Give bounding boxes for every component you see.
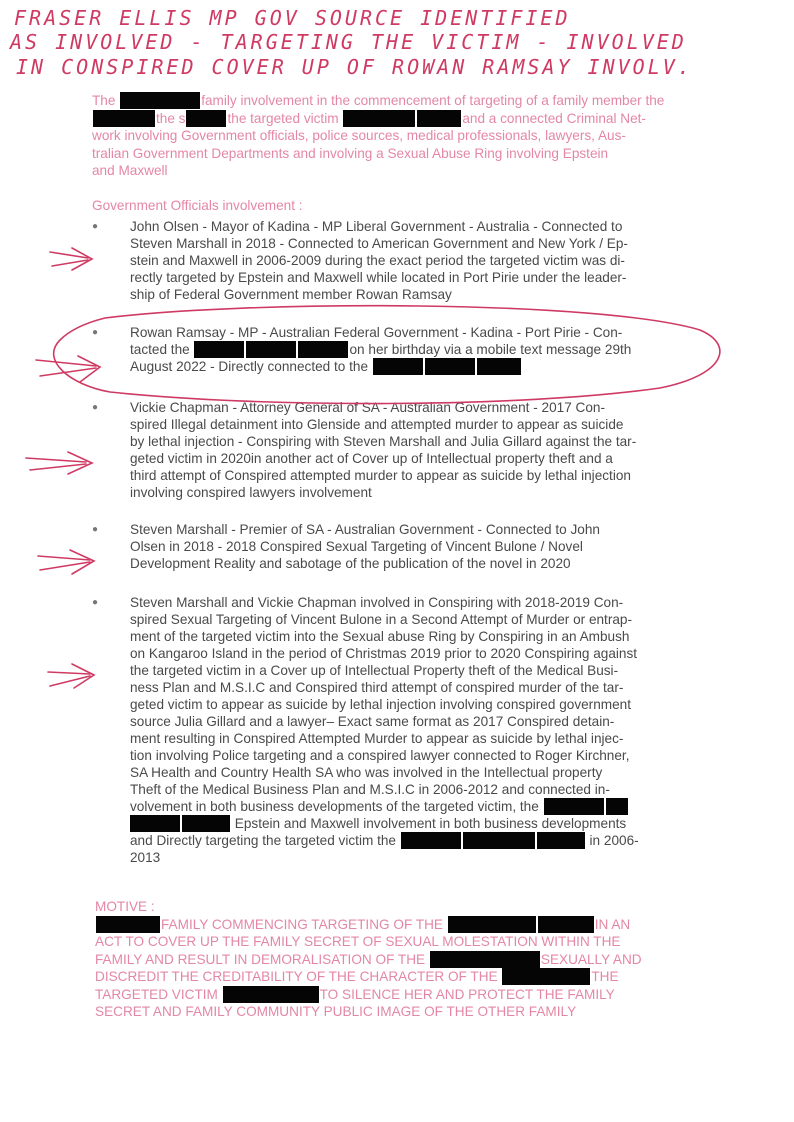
redaction (130, 815, 180, 832)
motive-section: MOTIVE : FAMILY COMMENCING TARGETING OF THE IN AN ACT TO COVER UP THE FAMILY SECRET OF SEXUAL MOLESTATION WITHIN THE FAMILY AND RESULT IN DEMORALISATION OF THE SEXUALLY AND DISCREDIT THE CREDITABILITY OF THE CHARACTER OF THE THE TARGETED VICTIM TO SILENCE HER AND PROTECT THE FAMILY SECRET AND FAMILY COMMUNITY PUBLIC IMAGE OF THE OTHER FAMILY (95, 898, 705, 1021)
redaction (298, 341, 348, 358)
redaction (120, 92, 200, 109)
hand-arrow-icon (38, 550, 94, 574)
redaction (537, 832, 585, 849)
motive-title: MOTIVE : (95, 899, 155, 914)
handwritten-note-line-2: AS INVOLVED - TARGETING THE VICTIM - INVOLVED (10, 30, 687, 54)
intro-line-2: the s the targeted victim and a connected Criminal Net- (92, 110, 702, 128)
redaction (373, 358, 423, 375)
handwritten-note-line-3: IN CONSPIRED COVER UP OF ROWAN RAMSAY INVOLV. (16, 55, 693, 79)
redaction (194, 341, 244, 358)
hand-arrow-icon (50, 248, 92, 270)
intro-line-1: The family involvement in the commencement of targeting of a family member the (92, 93, 665, 108)
redaction (544, 798, 604, 815)
handwritten-note-line-1: FRASER ELLIS MP GOV SOURCE IDENTIFIED (14, 6, 571, 30)
intro-paragraph (92, 92, 702, 180)
redaction (606, 798, 628, 815)
bullet: ● (92, 221, 99, 232)
intro-line-3: work involving Government officials, police sources, medical professionals, lawyers, Aus- (92, 128, 626, 143)
intro-line-5: and Maxwell (92, 163, 168, 178)
bullet: ● (92, 327, 99, 338)
redaction (246, 341, 296, 358)
bullet: ● (92, 402, 99, 413)
redaction (223, 986, 319, 1003)
redaction (93, 110, 155, 127)
redaction (502, 968, 590, 985)
redaction (538, 916, 594, 933)
hand-arrow-icon (48, 664, 94, 688)
redaction (401, 832, 461, 849)
redaction (96, 916, 160, 933)
hand-arrow-icon (26, 452, 92, 474)
redaction (186, 110, 226, 127)
redaction (417, 110, 461, 127)
bullet: ● (92, 597, 99, 608)
intro-line-4: tralian Government Departments and involving a Sexual Abuse Ring involving Epstein (92, 145, 609, 161)
redaction (343, 110, 415, 127)
bullet: ● (92, 524, 99, 535)
redaction (463, 832, 535, 849)
redaction (182, 815, 230, 832)
section-title: Government Officials involvement : (92, 198, 303, 213)
redaction (425, 358, 475, 375)
document-page: FRASER ELLIS MP GOV SOURCE IDENTIFIED AS INVOLVED - TARGETING THE VICTIM - INVOLVED IN CONSPIRED COVER UP OF ROWAN RAMSAY INVOLV. The family involvement in the commencement of targeting of a family member the the s the targeted victim and a connected Criminal Net- work involving Government officials, police sources, medical professionals, lawyers, Aus- tralian Government Departments and involving a Sexual Abuse Ring involving Epstein and Maxwell Government Officials involvement : ● John Olsen - Mayor of Kadina - MP Liberal Government - Australia - Connected to Steven Marshall in 2018 - Connected to American Government and New York / Ep- stein and Maxwell in 2006-2009 during the exact period the targeted victim was di- rectly targeted by Epstein and Maxwell while located in Port Pirie under the leader- ship of Federal Government member Rowan Ramsay ● Rowan Ramsay - MP - Australian Federal Government - Kadina - Port Pirie - Con- tacted the on her birthday via a mobile text message 29th August 2022 - Directly connected to the ● Vickie Chapman - Attorney General of SA - Australian Government - 2017 Con- spired Illegal detainment into Glenside and attempted murder to appear as suicide by lethal injection - Conspiring with Steven Marshall and Julia Gillard against the tar- geted victim in 2020in another act of Cover up of Intellectual property theft and a third attempt of Conspired attempted murder to appear as suicide by lethal injection involving conspired lawyers involvement ● Steven Marshall - Premier of SA - Australian Government - Connected to John Olsen in 2018 - 2018 Conspired Sexual Targeting of Vincent Bulone / Novel Development Reality and sabotage of the publication of the novel in 2020 ● Steven Marshall and Vickie Chapman involved in Conspiring with 2018-2019 Con- spired Sexual Targeting of Vincent Bulone in a Second Attempt of Murder or entrap- ment of the targeted victim into the Sexual abuse Ring by Conspiring in an Ambush on Kangaroo Island in the period of Christmas 2019 prior to 2020 Conspiring against the targeted victim in a Cover up of Intellectual Property theft of the Medical Busi- ness Plan and M.S.I.C and Conspired third attempt of conspired murder of the tar- geted victim to appear as suicide by lethal injection involving conspired government source Julia Gillard and a lawyer– Exact same format as 2017 Conspired detain- ment resulting in Conspired Attempted Murder to appear as suicide by lethal injec- tion involving Police targeting and a conspired lawyer connected to Roger Kirchner, SA Health and Country Health SA who was involved in the Intellectual property Theft of the Medical Business Plan and M.S.I.C in 2006-2012 and connected in- volvement in both business developments of the targeted victim, the Epstein and Maxwell involvement in both business developments and Directly targeting the targeted victim the in 2006- 2013 MOTIVE : FAMILY COMMENCING TARGETING OF THE IN AN ACT TO COVER UP THE FAMILY SECRET OF SEXUAL MOLESTATION WITHIN THE FAMILY AND RESULT IN DEMORALISATION OF THE SEXUALLY AND DISCREDIT THE CREDITABILITY OF THE CHARACTER OF THE THE TARGETED VICTIM TO SILENCE HER AND PROTECT THE FAMILY SECRET AND FAMILY COMMUNITY PUBLIC IMAGE OF THE OTHER FAMILY (0, 0, 794, 1122)
redaction (430, 951, 540, 968)
redaction (477, 358, 521, 375)
hand-arrow-icon (36, 356, 100, 382)
redaction (448, 916, 536, 933)
